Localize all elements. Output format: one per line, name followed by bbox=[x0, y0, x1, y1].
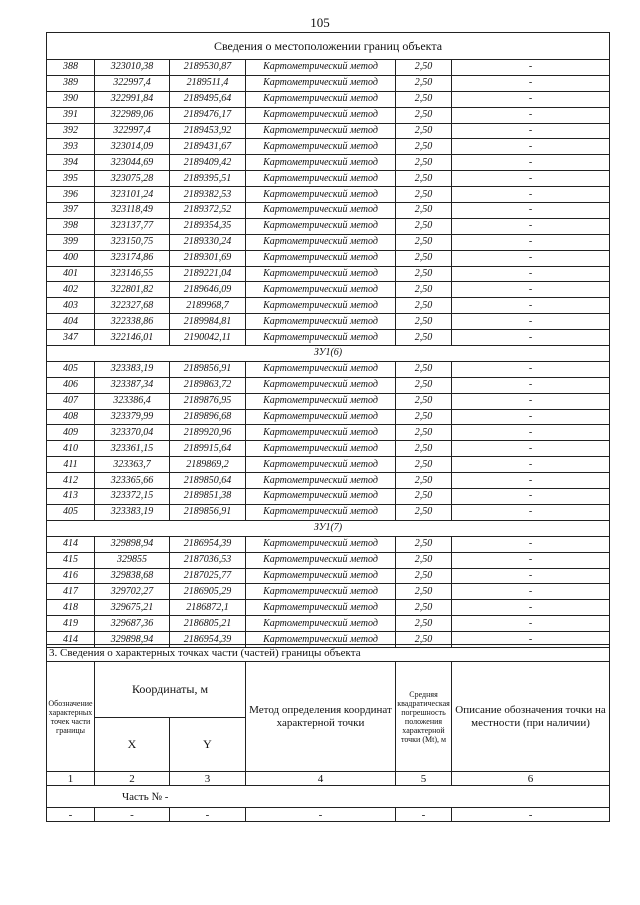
point-number-cell: 347 bbox=[47, 330, 95, 346]
y-coordinate-cell: 2189495,64 bbox=[170, 91, 246, 107]
error-cell: 2,50 bbox=[396, 616, 452, 632]
method-cell: Картометрический метод bbox=[246, 441, 396, 457]
error-cell: 2,50 bbox=[396, 282, 452, 298]
point-number-cell: 419 bbox=[47, 616, 95, 632]
x-coordinate-cell: 329702,27 bbox=[95, 584, 170, 600]
description-cell: - bbox=[452, 473, 610, 489]
method-cell: Картометрический метод bbox=[246, 60, 396, 76]
description-cell: - bbox=[452, 552, 610, 568]
error-cell: 2,50 bbox=[396, 234, 452, 250]
description-cell: - bbox=[452, 107, 610, 123]
x-coordinate-cell: 323372,15 bbox=[95, 489, 170, 505]
description-cell: - bbox=[452, 393, 610, 409]
point-number-cell: 400 bbox=[47, 250, 95, 266]
subsection-label: ЗУ1(7) bbox=[47, 520, 610, 536]
y-coordinate-cell: 2189869,2 bbox=[170, 457, 246, 473]
page-number: 105 bbox=[310, 15, 330, 30]
y-coordinate-cell: 2186805,21 bbox=[170, 616, 246, 632]
y-coordinate-cell: 2189876,95 bbox=[170, 393, 246, 409]
point-number-cell: 390 bbox=[47, 91, 95, 107]
x-coordinate-cell: 323370,04 bbox=[95, 425, 170, 441]
point-number-cell: 408 bbox=[47, 409, 95, 425]
col-x-header: X bbox=[95, 718, 170, 772]
error-cell: 2,50 bbox=[396, 393, 452, 409]
y-coordinate-cell: 2189372,52 bbox=[170, 203, 246, 219]
y-coordinate-cell: 2189646,09 bbox=[170, 282, 246, 298]
description-cell: - bbox=[452, 203, 610, 219]
table-row bbox=[47, 298, 610, 314]
error-cell: 2,50 bbox=[396, 584, 452, 600]
point-number-cell: 399 bbox=[47, 234, 95, 250]
table-row bbox=[47, 489, 610, 505]
description-cell: - bbox=[452, 632, 610, 648]
method-cell: Картометрический метод bbox=[246, 473, 396, 489]
subsection-label: ЗУ1(6) bbox=[47, 346, 610, 362]
col-num: 2 bbox=[95, 772, 170, 786]
error-cell: 2,50 bbox=[396, 203, 452, 219]
point-number-cell: 417 bbox=[47, 584, 95, 600]
y-coordinate-cell: 2190042,11 bbox=[170, 330, 246, 346]
method-cell: Картометрический метод bbox=[246, 361, 396, 377]
y-coordinate-cell: 2189896,68 bbox=[170, 409, 246, 425]
x-coordinate-cell: 323387,34 bbox=[95, 377, 170, 393]
x-coordinate-cell: 323075,28 bbox=[95, 171, 170, 187]
x-coordinate-cell: 323146,55 bbox=[95, 266, 170, 282]
y-coordinate-cell: 2189915,64 bbox=[170, 441, 246, 457]
table-row bbox=[47, 409, 610, 425]
method-cell: Картометрический метод bbox=[246, 314, 396, 330]
error-cell: 2,50 bbox=[396, 250, 452, 266]
error-cell: 2,50 bbox=[396, 536, 452, 552]
y-coordinate-cell: 2189221,04 bbox=[170, 266, 246, 282]
description-cell: - bbox=[452, 139, 610, 155]
y-coordinate-cell: 2189395,51 bbox=[170, 171, 246, 187]
x-coordinate-cell: 323137,77 bbox=[95, 218, 170, 234]
y-coordinate-cell: 2186905,29 bbox=[170, 584, 246, 600]
subsection-row bbox=[47, 346, 610, 362]
method-cell: Картометрический метод bbox=[246, 266, 396, 282]
point-number-cell: 407 bbox=[47, 393, 95, 409]
x-coordinate-cell: 323101,24 bbox=[95, 187, 170, 203]
x-coordinate-cell: 323383,19 bbox=[95, 504, 170, 520]
empty-cell: - bbox=[95, 808, 170, 822]
point-number-cell: 412 bbox=[47, 473, 95, 489]
x-coordinate-cell: 322989,06 bbox=[95, 107, 170, 123]
table-row bbox=[47, 441, 610, 457]
x-coordinate-cell: 322991,84 bbox=[95, 91, 170, 107]
description-cell: - bbox=[452, 361, 610, 377]
error-cell: 2,50 bbox=[396, 409, 452, 425]
table-row bbox=[47, 393, 610, 409]
method-cell: Картометрический метод bbox=[246, 250, 396, 266]
table-row bbox=[47, 457, 610, 473]
method-cell: Картометрический метод bbox=[246, 377, 396, 393]
y-coordinate-cell: 2189354,35 bbox=[170, 218, 246, 234]
col-coords-header: Координаты, м bbox=[95, 662, 246, 718]
method-cell: Картометрический метод bbox=[246, 393, 396, 409]
point-number-cell: 396 bbox=[47, 187, 95, 203]
error-cell: 2,50 bbox=[396, 425, 452, 441]
method-cell: Картометрический метод bbox=[246, 123, 396, 139]
table-row bbox=[47, 91, 610, 107]
method-cell: Картометрический метод bbox=[246, 600, 396, 616]
x-coordinate-cell: 329855 bbox=[95, 552, 170, 568]
subsection-row bbox=[47, 520, 610, 536]
x-coordinate-cell: 323014,09 bbox=[95, 139, 170, 155]
error-cell: 2,50 bbox=[396, 568, 452, 584]
description-cell: - bbox=[452, 441, 610, 457]
point-number-cell: 414 bbox=[47, 632, 95, 648]
point-number-cell: 392 bbox=[47, 123, 95, 139]
method-cell: Картометрический метод bbox=[246, 203, 396, 219]
point-number-cell: 398 bbox=[47, 218, 95, 234]
x-coordinate-cell: 323386,4 bbox=[95, 393, 170, 409]
table-row bbox=[47, 584, 610, 600]
y-coordinate-cell: 2189453,92 bbox=[170, 123, 246, 139]
method-cell: Картометрический метод bbox=[246, 171, 396, 187]
y-coordinate-cell: 2189856,91 bbox=[170, 504, 246, 520]
method-cell: Картометрический метод bbox=[246, 218, 396, 234]
description-cell: - bbox=[452, 457, 610, 473]
col-num: 6 bbox=[452, 772, 610, 786]
point-number-cell: 395 bbox=[47, 171, 95, 187]
y-coordinate-cell: 2189530,87 bbox=[170, 60, 246, 76]
table-row bbox=[47, 504, 610, 520]
method-cell: Картометрический метод bbox=[246, 536, 396, 552]
x-coordinate-cell: 322997,4 bbox=[95, 75, 170, 91]
point-number-cell: 391 bbox=[47, 107, 95, 123]
point-number-cell: 405 bbox=[47, 504, 95, 520]
description-cell: - bbox=[452, 282, 610, 298]
x-coordinate-cell: 323150,75 bbox=[95, 234, 170, 250]
error-cell: 2,50 bbox=[396, 187, 452, 203]
table-row bbox=[47, 60, 610, 76]
table-row bbox=[47, 266, 610, 282]
empty-cell: - bbox=[246, 808, 396, 822]
table-row bbox=[47, 218, 610, 234]
description-cell: - bbox=[452, 616, 610, 632]
x-coordinate-cell: 323174,86 bbox=[95, 250, 170, 266]
col-point-header: Обозначение характерных точек части границы bbox=[47, 662, 95, 772]
empty-cell: - bbox=[452, 808, 610, 822]
coordinates-table bbox=[46, 32, 610, 648]
parts-table bbox=[46, 644, 610, 822]
point-number-cell: 405 bbox=[47, 361, 95, 377]
description-cell: - bbox=[452, 377, 610, 393]
x-coordinate-cell: 323118,49 bbox=[95, 203, 170, 219]
method-cell: Картометрический метод bbox=[246, 330, 396, 346]
error-cell: 2,50 bbox=[396, 600, 452, 616]
x-coordinate-cell: 323379,99 bbox=[95, 409, 170, 425]
error-cell: 2,50 bbox=[396, 330, 452, 346]
point-number-cell: 415 bbox=[47, 552, 95, 568]
table-row bbox=[47, 330, 610, 346]
y-coordinate-cell: 2189301,69 bbox=[170, 250, 246, 266]
description-cell: - bbox=[452, 91, 610, 107]
table-row bbox=[47, 250, 610, 266]
error-cell: 2,50 bbox=[396, 314, 452, 330]
point-number-cell: 402 bbox=[47, 282, 95, 298]
error-cell: 2,50 bbox=[396, 473, 452, 489]
method-cell: Картометрический метод bbox=[246, 75, 396, 91]
table-row bbox=[47, 568, 610, 584]
empty-cell: - bbox=[396, 808, 452, 822]
error-cell: 2,50 bbox=[396, 171, 452, 187]
x-coordinate-cell: 329675,21 bbox=[95, 600, 170, 616]
y-coordinate-cell: 2186954,39 bbox=[170, 536, 246, 552]
error-cell: 2,50 bbox=[396, 60, 452, 76]
method-cell: Картометрический метод bbox=[246, 552, 396, 568]
point-number-cell: 411 bbox=[47, 457, 95, 473]
x-coordinate-cell: 329898,94 bbox=[95, 632, 170, 648]
description-cell: - bbox=[452, 568, 610, 584]
table-row bbox=[47, 123, 610, 139]
x-coordinate-cell: 323365,66 bbox=[95, 473, 170, 489]
method-cell: Картометрический метод bbox=[246, 632, 396, 648]
table-row bbox=[47, 107, 610, 123]
description-cell: - bbox=[452, 409, 610, 425]
y-coordinate-cell: 2187025,77 bbox=[170, 568, 246, 584]
col-desc-header: Описание обозначения точки на местности (при наличии) bbox=[452, 662, 610, 772]
point-number-cell: 388 bbox=[47, 60, 95, 76]
error-cell: 2,50 bbox=[396, 139, 452, 155]
x-coordinate-cell: 323363,7 bbox=[95, 457, 170, 473]
description-cell: - bbox=[452, 187, 610, 203]
x-coordinate-cell: 323361,15 bbox=[95, 441, 170, 457]
table-row bbox=[47, 234, 610, 250]
description-cell: - bbox=[452, 75, 610, 91]
x-coordinate-cell: 322997,4 bbox=[95, 123, 170, 139]
point-number-cell: 418 bbox=[47, 600, 95, 616]
empty-row bbox=[47, 808, 610, 822]
error-cell: 2,50 bbox=[396, 266, 452, 282]
table-row bbox=[47, 552, 610, 568]
method-cell: Картометрический метод bbox=[246, 616, 396, 632]
parts-section-title: 3. Сведения о характерных точках части (частей) границы объекта bbox=[47, 645, 610, 662]
y-coordinate-cell: 2189431,67 bbox=[170, 139, 246, 155]
col-method-header: Метод определения координат характерной точки bbox=[246, 662, 396, 772]
x-coordinate-cell: 323010,38 bbox=[95, 60, 170, 76]
description-cell: - bbox=[452, 330, 610, 346]
method-cell: Картометрический метод bbox=[246, 155, 396, 171]
method-cell: Картометрический метод bbox=[246, 139, 396, 155]
x-coordinate-cell: 329687,36 bbox=[95, 616, 170, 632]
method-cell: Картометрический метод bbox=[246, 107, 396, 123]
description-cell: - bbox=[452, 60, 610, 76]
description-cell: - bbox=[452, 504, 610, 520]
point-number-cell: 403 bbox=[47, 298, 95, 314]
col-num: 3 bbox=[170, 772, 246, 786]
table-row bbox=[47, 536, 610, 552]
table-row bbox=[47, 425, 610, 441]
point-number-cell: 409 bbox=[47, 425, 95, 441]
description-cell: - bbox=[452, 600, 610, 616]
y-coordinate-cell: 2189409,42 bbox=[170, 155, 246, 171]
error-cell: 2,50 bbox=[396, 504, 452, 520]
col-num: 1 bbox=[47, 772, 95, 786]
table-row bbox=[47, 616, 610, 632]
x-coordinate-cell: 323044,69 bbox=[95, 155, 170, 171]
error-cell: 2,50 bbox=[396, 75, 452, 91]
method-cell: Картометрический метод bbox=[246, 504, 396, 520]
method-cell: Картометрический метод bbox=[246, 282, 396, 298]
col-num: 4 bbox=[246, 772, 396, 786]
error-cell: 2,50 bbox=[396, 457, 452, 473]
y-coordinate-cell: 2189330,24 bbox=[170, 234, 246, 250]
point-number-cell: 414 bbox=[47, 536, 95, 552]
col-num: 5 bbox=[396, 772, 452, 786]
x-coordinate-cell: 322327,68 bbox=[95, 298, 170, 314]
error-cell: 2,50 bbox=[396, 218, 452, 234]
error-cell: 2,50 bbox=[396, 552, 452, 568]
y-coordinate-cell: 2189511,4 bbox=[170, 75, 246, 91]
description-cell: - bbox=[452, 155, 610, 171]
description-cell: - bbox=[452, 425, 610, 441]
error-cell: 2,50 bbox=[396, 91, 452, 107]
description-cell: - bbox=[452, 266, 610, 282]
x-coordinate-cell: 323383,19 bbox=[95, 361, 170, 377]
description-cell: - bbox=[452, 250, 610, 266]
point-number-cell: 416 bbox=[47, 568, 95, 584]
description-cell: - bbox=[452, 489, 610, 505]
error-cell: 2,50 bbox=[396, 123, 452, 139]
description-cell: - bbox=[452, 298, 610, 314]
method-cell: Картометрический метод bbox=[246, 91, 396, 107]
error-cell: 2,50 bbox=[396, 298, 452, 314]
y-coordinate-cell: 2189476,17 bbox=[170, 107, 246, 123]
y-coordinate-cell: 2189920,96 bbox=[170, 425, 246, 441]
table-row bbox=[47, 377, 610, 393]
empty-cell: - bbox=[170, 808, 246, 822]
point-number-cell: 404 bbox=[47, 314, 95, 330]
point-number-cell: 389 bbox=[47, 75, 95, 91]
method-cell: Картометрический метод bbox=[246, 425, 396, 441]
y-coordinate-cell: 2189863,72 bbox=[170, 377, 246, 393]
method-cell: Картометрический метод bbox=[246, 584, 396, 600]
table-row bbox=[47, 361, 610, 377]
error-cell: 2,50 bbox=[396, 361, 452, 377]
point-number-cell: 410 bbox=[47, 441, 95, 457]
method-cell: Картометрический метод bbox=[246, 568, 396, 584]
table-row bbox=[47, 155, 610, 171]
description-cell: - bbox=[452, 536, 610, 552]
error-cell: 2,50 bbox=[396, 489, 452, 505]
x-coordinate-cell: 329898,94 bbox=[95, 536, 170, 552]
y-coordinate-cell: 2187036,53 bbox=[170, 552, 246, 568]
empty-cell: - bbox=[47, 808, 95, 822]
point-number-cell: 393 bbox=[47, 139, 95, 155]
point-number-cell: 397 bbox=[47, 203, 95, 219]
table-row bbox=[47, 314, 610, 330]
description-cell: - bbox=[452, 171, 610, 187]
x-coordinate-cell: 322801,82 bbox=[95, 282, 170, 298]
table-row bbox=[47, 203, 610, 219]
table-row bbox=[47, 282, 610, 298]
table-row bbox=[47, 473, 610, 489]
method-cell: Картометрический метод bbox=[246, 187, 396, 203]
description-cell: - bbox=[452, 584, 610, 600]
description-cell: - bbox=[452, 218, 610, 234]
y-coordinate-cell: 2189984,81 bbox=[170, 314, 246, 330]
point-number-cell: 406 bbox=[47, 377, 95, 393]
table-row bbox=[47, 75, 610, 91]
error-cell: 2,50 bbox=[396, 107, 452, 123]
table-row bbox=[47, 171, 610, 187]
y-coordinate-cell: 2189856,91 bbox=[170, 361, 246, 377]
col-error-header: Средняя квадратическая погрешность положения характерной точки (Mt), м bbox=[396, 662, 452, 772]
method-cell: Картометрический метод bbox=[246, 489, 396, 505]
column-numbers-row bbox=[47, 772, 610, 786]
table-row bbox=[47, 139, 610, 155]
y-coordinate-cell: 2186954,39 bbox=[170, 632, 246, 648]
method-cell: Картометрический метод bbox=[246, 457, 396, 473]
y-coordinate-cell: 2189382,53 bbox=[170, 187, 246, 203]
error-cell: 2,50 bbox=[396, 441, 452, 457]
table-row bbox=[47, 187, 610, 203]
method-cell: Картометрический метод bbox=[246, 234, 396, 250]
point-number-cell: 394 bbox=[47, 155, 95, 171]
part-label: Часть № - bbox=[47, 786, 610, 808]
description-cell: - bbox=[452, 234, 610, 250]
section-title: Сведения о местоположении границ объекта bbox=[47, 33, 610, 60]
error-cell: 2,50 bbox=[396, 632, 452, 648]
col-y-header: Y bbox=[170, 718, 246, 772]
point-number-cell: 401 bbox=[47, 266, 95, 282]
error-cell: 2,50 bbox=[396, 377, 452, 393]
x-coordinate-cell: 322338,86 bbox=[95, 314, 170, 330]
y-coordinate-cell: 2189968,7 bbox=[170, 298, 246, 314]
description-cell: - bbox=[452, 314, 610, 330]
error-cell: 2,50 bbox=[396, 155, 452, 171]
method-cell: Картометрический метод bbox=[246, 298, 396, 314]
method-cell: Картометрический метод bbox=[246, 409, 396, 425]
x-coordinate-cell: 322146,01 bbox=[95, 330, 170, 346]
y-coordinate-cell: 2189850,64 bbox=[170, 473, 246, 489]
point-number-cell: 413 bbox=[47, 489, 95, 505]
x-coordinate-cell: 329838,68 bbox=[95, 568, 170, 584]
y-coordinate-cell: 2186872,1 bbox=[170, 600, 246, 616]
table-row bbox=[47, 600, 610, 616]
description-cell: - bbox=[452, 123, 610, 139]
y-coordinate-cell: 2189851,38 bbox=[170, 489, 246, 505]
